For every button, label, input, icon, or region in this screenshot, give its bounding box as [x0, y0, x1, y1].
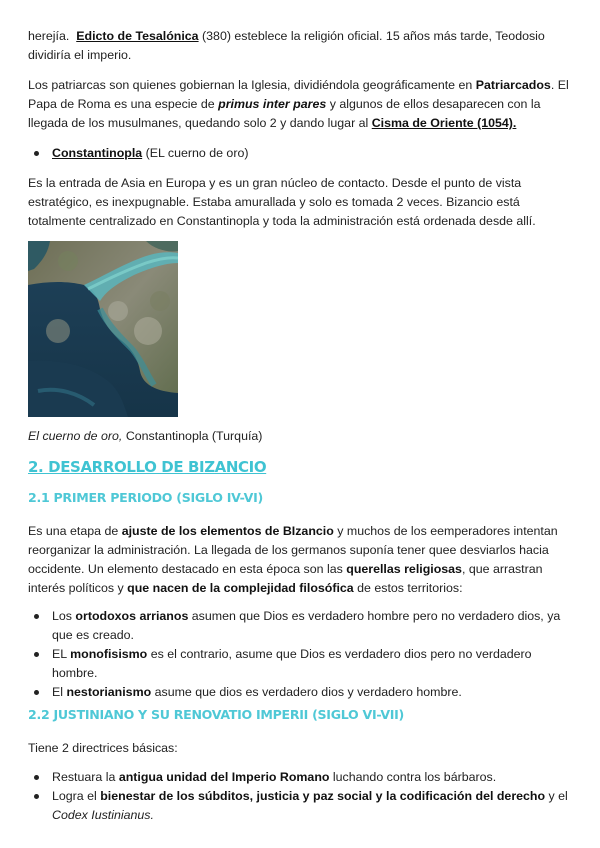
- bullet-list-heresies: [28, 607, 576, 702]
- list-item: Restuara la antigua unidad del Imperio Romano luchando contra los bárbaros.: [28, 768, 576, 787]
- primus-inter-pares: primus inter pares: [218, 97, 327, 111]
- list-item: Logra el bienestar de los súbditos, justicia y paz social y la codificación del derecho y el Codex Iustinianus.: [28, 787, 576, 825]
- bullet-icon: [34, 775, 39, 780]
- list-item: Los ortodoxos arrianos asumen que Dios es verdadero hombre pero no verdadero dios, ya que es creado.: [28, 607, 576, 645]
- bullet-icon: [34, 794, 39, 799]
- list-item: EL monofisismo es el contrario, asume que Dios es verdadero dios pero no verdadero hombre.: [28, 645, 576, 683]
- bullet-icon: [34, 652, 39, 657]
- bullet-icon: [34, 151, 39, 156]
- patriarcados-bold: Patriarcados: [475, 78, 551, 92]
- section-heading-2-1: 2.1 PRIMER PERIODO (SIGLO IV-VI): [28, 490, 263, 505]
- list-item: Constantinopla (EL cuerno de oro): [28, 144, 576, 163]
- section-heading-2-2: 2.2 JUSTINIANO Y SU RENOVATIO IMPERII (SIGLO VI-VII): [28, 707, 405, 722]
- constantinopla-link[interactable]: Constantinopla: [52, 146, 143, 160]
- edicto-link[interactable]: Edicto de Tesalónica: [76, 29, 199, 43]
- intro-text-b: (380) esteblece la religión oficial. 15 años más tarde, Teodosio dividiría el imperio.: [28, 29, 545, 62]
- constantinopla-paragraph: Es la entrada de Asia en Europa y es un gran núcleo de contacto. Desde el punto de vista estratégico, es inexpugnable. Estaba amurallada y solo es tomada 2 veces. Bizancio está totalmente centralizado en Constantinopla y toda la administración está ordenada desde allí.: [28, 176, 536, 228]
- intro-paragraph: [28, 27, 576, 65]
- satellite-photo-icon: [28, 241, 178, 417]
- bullet-list-directrices: [28, 768, 576, 825]
- directrices-paragraph: Tiene 2 directrices básicas:: [28, 741, 178, 755]
- section-heading-2: 2. DESARROLLO DE BIZANCIO: [28, 458, 267, 476]
- cisma-link[interactable]: Cisma de Oriente (1054).: [371, 116, 517, 130]
- bullet-icon: [34, 614, 39, 619]
- bullet-icon: [34, 690, 39, 695]
- golden-horn-satellite-image: [28, 241, 178, 417]
- intro-text-a: herejía.: [28, 29, 70, 43]
- patriarcas-paragraph: Los patriarcas son quienes gobiernan la Iglesia, dividiéndola geográficamente en Patriarcados. El Papa de Roma es una especie de primus inter pares y algunos de ellos desaparecen con la llegada de los musulmanes, quedando solo 2 y dando lugar al Cisma de Oriente (1054).: [28, 78, 569, 130]
- primer-periodo-paragraph: Es una etapa de ajuste de los elementos de BIzancio y muchos de los eemperadores intentan reorganizar la administración. La llegada de los germanos suponía tener quee desviarlos hacia occidente. Un elemento destacado en esta época son las querellas religiosas, que arrastran interés políticos y que nacen de la complejidad filosófica de estos territorios:: [28, 524, 558, 595]
- bullet-list-const: [28, 144, 576, 163]
- image-caption: El cuerno de oro, Constantinopla (Turquía): [28, 429, 263, 443]
- list-item: El nestorianismo asume que dios es verdadero dios y verdadero hombre.: [28, 683, 576, 702]
